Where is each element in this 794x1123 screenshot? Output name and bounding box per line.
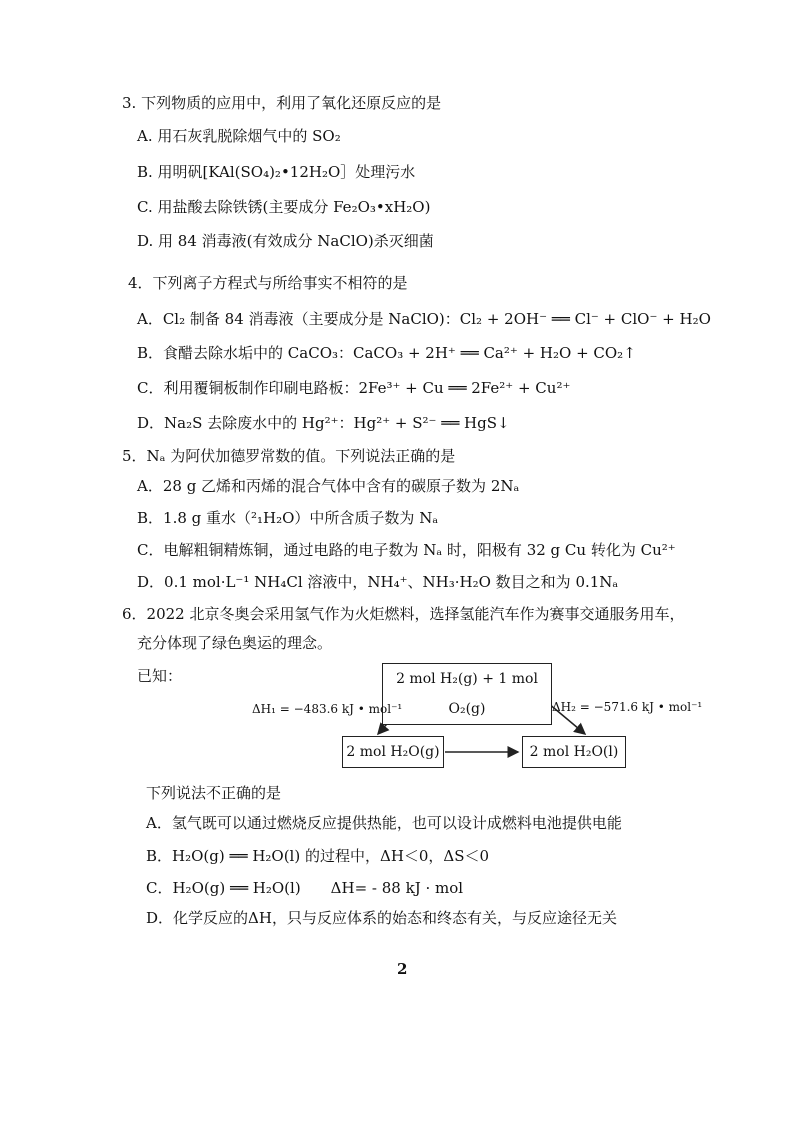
q4-option-d: D．Na₂S 去除废水中的 Hg²⁺：Hg²⁺ + S²⁻ ══ HgS↓: [137, 414, 510, 432]
q6-ask: 下列说法不正确的是: [146, 784, 282, 802]
q3-stem: 3. 下列物质的应用中，利用了氧化还原反应的是: [122, 94, 442, 112]
q4-stem: 4．下列离子方程式与所给事实不相符的是: [128, 274, 408, 292]
q6-option-a: A．氢气既可以通过燃烧反应提供热能，也可以设计成燃料电池提供电能: [146, 814, 622, 832]
box-water-gas: 2 mol H₂O(g): [342, 736, 444, 768]
energy-cycle-diagram: [250, 660, 703, 770]
q5-stem: 5．Nₐ 为阿伏加德罗常数的值。下列说法正确的是: [122, 447, 456, 465]
q4-option-b: B．食醋去除水垢中的 CaCO₃：CaCO₃ + 2H⁺ ══ Ca²⁺ + H₂O + CO₂↑: [137, 344, 636, 362]
q5-option-c: C．电解粗铜精炼铜，通过电路的电子数为 Nₐ 时，阳极有 32 g Cu 转化为 Cu²⁺: [137, 541, 676, 559]
q5-option-d: D．0.1 mol·L⁻¹ NH₄Cl 溶液中，NH₄⁺、NH₃·H₂O 数目之和为 0.1Nₐ: [137, 573, 619, 591]
delta-h2-label: ΔH₂ = −571.6 kJ • mol⁻¹: [552, 700, 703, 714]
q6-stem-line1: 6．2022 北京冬奥会采用氢气作为火炬燃料，选择氢能汽车作为赛事交通服务用车，: [122, 605, 685, 623]
q3-option-a: A. 用石灰乳脱除烟气中的 SO₂: [137, 127, 341, 145]
q6-option-d: D．化学反应的ΔH，只与反应体系的始态和终态有关，与反应途径无关: [146, 909, 617, 927]
q4-option-c: C．利用覆铜板制作印刷电路板：2Fe³⁺ + Cu ══ 2Fe²⁺ + Cu²⁺: [137, 379, 571, 397]
page-number: 2: [397, 960, 408, 978]
q3-option-b: B. 用明矾[KAl(SO₄)₂•12H₂O］处理污水: [137, 163, 416, 181]
delta-h1-label: ΔH₁ = −483.6 kJ • mol⁻¹: [252, 702, 403, 716]
q6-stem-line2: 充分体现了绿色奥运的理念。: [137, 634, 333, 652]
q5-option-b: B．1.8 g 重水（²₁H₂O）中所含质子数为 Nₐ: [137, 509, 439, 527]
q6-known-label: 已知：: [137, 667, 183, 685]
box-reactants: 2 mol H₂(g) + 1 mol O₂(g): [382, 663, 552, 725]
q6-option-b: B．H₂O(g) ══ H₂O(l) 的过程中，ΔH＜0，ΔS＜0: [146, 847, 490, 865]
q6-option-c: C．H₂O(g) ══ H₂O(l) ΔH= - 88 kJ · mol: [146, 879, 464, 897]
q3-option-c: C. 用盐酸去除铁锈(主要成分 Fe₂O₃•xH₂O): [137, 198, 431, 216]
box-water-liquid: 2 mol H₂O(l): [522, 736, 626, 768]
q4-option-a: A．Cl₂ 制备 84 消毒液（主要成分是 NaClO)：Cl₂ + 2OH⁻ ══ Cl⁻ + ClO⁻ + H₂O: [137, 310, 711, 328]
q5-option-a: A．28 g 乙烯和丙烯的混合气体中含有的碳原子数为 2Nₐ: [137, 477, 520, 495]
q3-option-d: D. 用 84 消毒液(有效成分 NaClO)杀灭细菌: [137, 232, 434, 250]
